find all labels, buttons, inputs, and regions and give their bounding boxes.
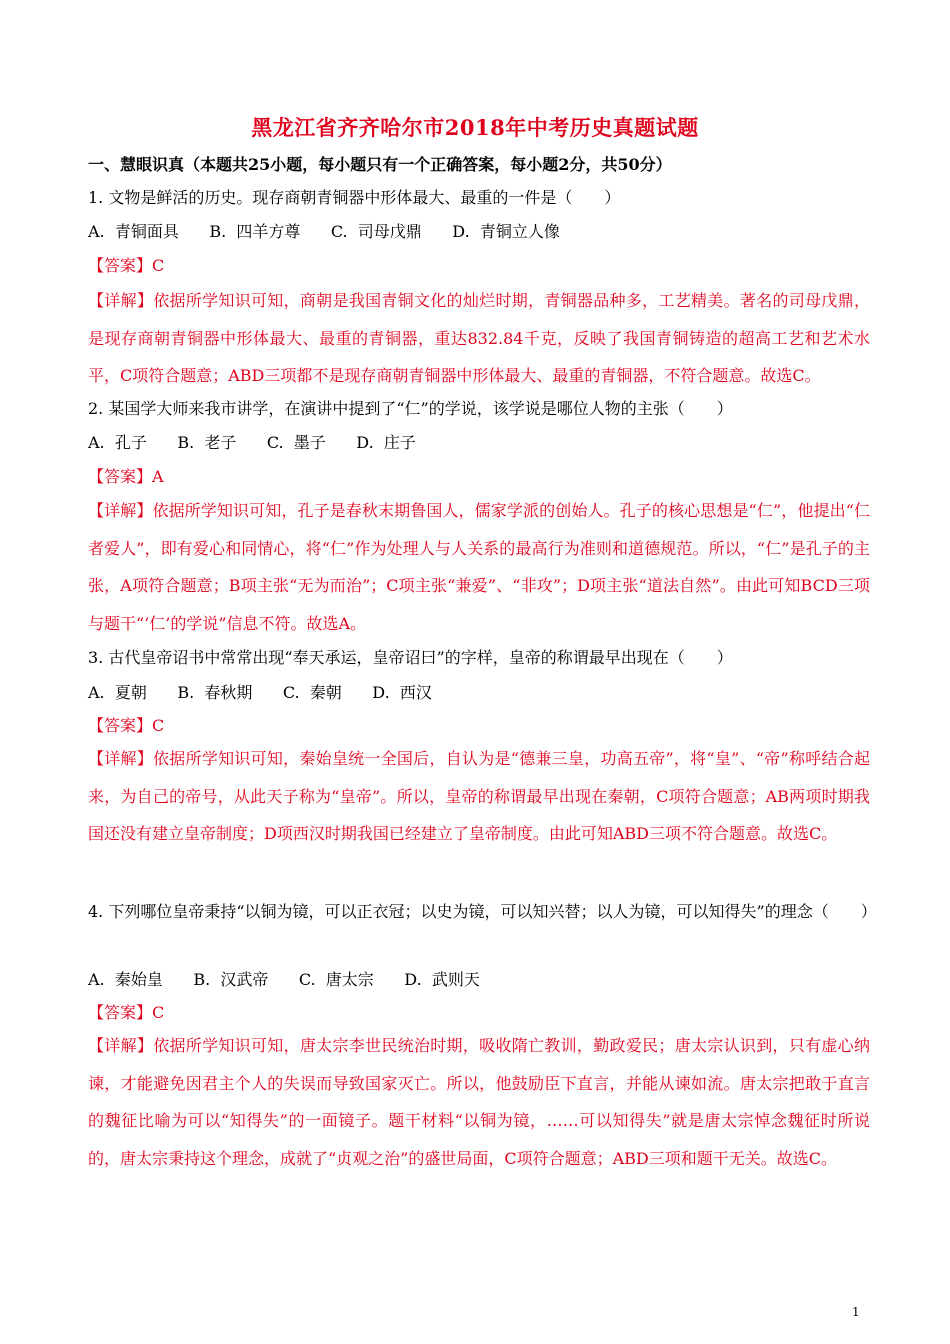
page-number: 1 bbox=[852, 1305, 860, 1319]
detail-label: 【详解】 bbox=[88, 501, 153, 520]
question-4-explanation bbox=[88, 1027, 870, 1177]
explanation-text: 依据所学知识可知，孔子是春秋末期鲁国人，儒家学派的创始人。孔子的核心思想是“仁”，他提出“仁者爱人”，即有爱心和同情心，将“仁”作为处理人与人关系的最高行为准则和道德规范。所以，“仁”是孔子的主张，A项符合题意；B项主张“无为而治”；C项主张“兼爱”、“非攻”；D项主张“道法自然”。由此可知BCD三项与题干“‘仁’的学说”信息不符。故选A。 bbox=[88, 501, 870, 633]
detail-label: 【详解】 bbox=[88, 1036, 154, 1055]
detail-label: 【详解】 bbox=[88, 749, 154, 768]
question-1-stem: 1. 文物是鲜活的历史。现存商朝青铜器中形体最大、最重的一件是（ ） bbox=[88, 188, 621, 207]
question-2-stem: 2. 某国学大师来我市讲学，在演讲中提到了“仁”的学说，该学说是哪位人物的主张（ ） bbox=[88, 399, 733, 418]
question-3-explanation bbox=[88, 740, 870, 853]
question-3-options: A. 夏朝 B. 春秋期 C. 秦朝 D. 西汉 bbox=[88, 683, 432, 702]
question-1-answer: 【答案】C bbox=[88, 256, 165, 275]
question-3-stem: 3. 古代皇帝诏书中常常出现“奉天承运，皇帝诏曰”的字样，皇帝的称谓最早出现在（ ） bbox=[88, 648, 733, 667]
page-title: 黑龙江省齐齐哈尔市2018年中考历史真题试题 bbox=[251, 115, 699, 140]
section-heading: 一、慧眼识真（本题共25小题，每小题只有一个正确答案，每小题2分，共50分） bbox=[88, 155, 672, 174]
explanation-text: 依据所学知识可知，秦始皇统一全国后，自认为是“德兼三皇，功高五帝”，将“皇”、“帝”称呼结合起来，为自己的帝号，从此天子称为“皇帝”。所以，皇帝的称谓最早出现在秦朝，C项符合题意；AB两项时期我国还没有建立皇帝制度；D项西汉时期我国已经建立了皇帝制度。由此可知ABD三项不符合题意。故选C。 bbox=[88, 749, 870, 843]
question-2-explanation bbox=[88, 492, 870, 642]
question-3-answer: 【答案】C bbox=[88, 716, 165, 735]
explanation-text: 依据所学知识可知，唐太宗李世民统治时期，吸收隋亡教训，勤政爱民；唐太宗认识到，只有虚心纳谏，才能避免因君主个人的失误而导致国家灭亡。所以，他鼓励臣下直言，并能从谏如流。唐太宗把敢于直言的魏征比喻为可以“知得失”的一面镜子。题干材料“以铜为镜，……可以知得失”就是唐太宗悼念魏征时所说的，唐太宗秉持这个理念，成就了“贞观之治”的盛世局面，C项符合题意；ABD三项和题干无关。故选C。 bbox=[88, 1036, 870, 1168]
question-2-answer: 【答案】A bbox=[88, 467, 164, 486]
explanation-text: 依据所学知识可知，商朝是我国青铜文化的灿烂时期，青铜器品种多，工艺精美。著名的司母戊鼎，是现存商朝青铜器中形体最大、最重的青铜器，重达832.84千克，反映了我国青铜铸造的超高工艺和艺术水平，C项符合题意；ABD三项都不是现存商朝青铜器中形体最大、最重的青铜器，不符合题意。故选C。 bbox=[88, 291, 870, 385]
question-4-stem: 4. 下列哪位皇帝秉持“以铜为镜，可以正衣冠；以史为镜，可以知兴替；以人为镜，可以知得失”的理念（ ） bbox=[88, 902, 877, 921]
question-2-options: A. 孔子 B. 老子 C. 墨子 D. 庄子 bbox=[88, 433, 416, 452]
question-4-options: A. 秦始皇 B. 汉武帝 C. 唐太宗 D. 武则天 bbox=[88, 970, 480, 989]
question-4-answer: 【答案】C bbox=[88, 1003, 165, 1022]
question-1-options: A. 青铜面具 B. 四羊方尊 C. 司母戊鼎 D. 青铜立人像 bbox=[88, 222, 560, 241]
question-1-explanation bbox=[88, 282, 870, 395]
detail-label: 【详解】 bbox=[88, 291, 154, 310]
